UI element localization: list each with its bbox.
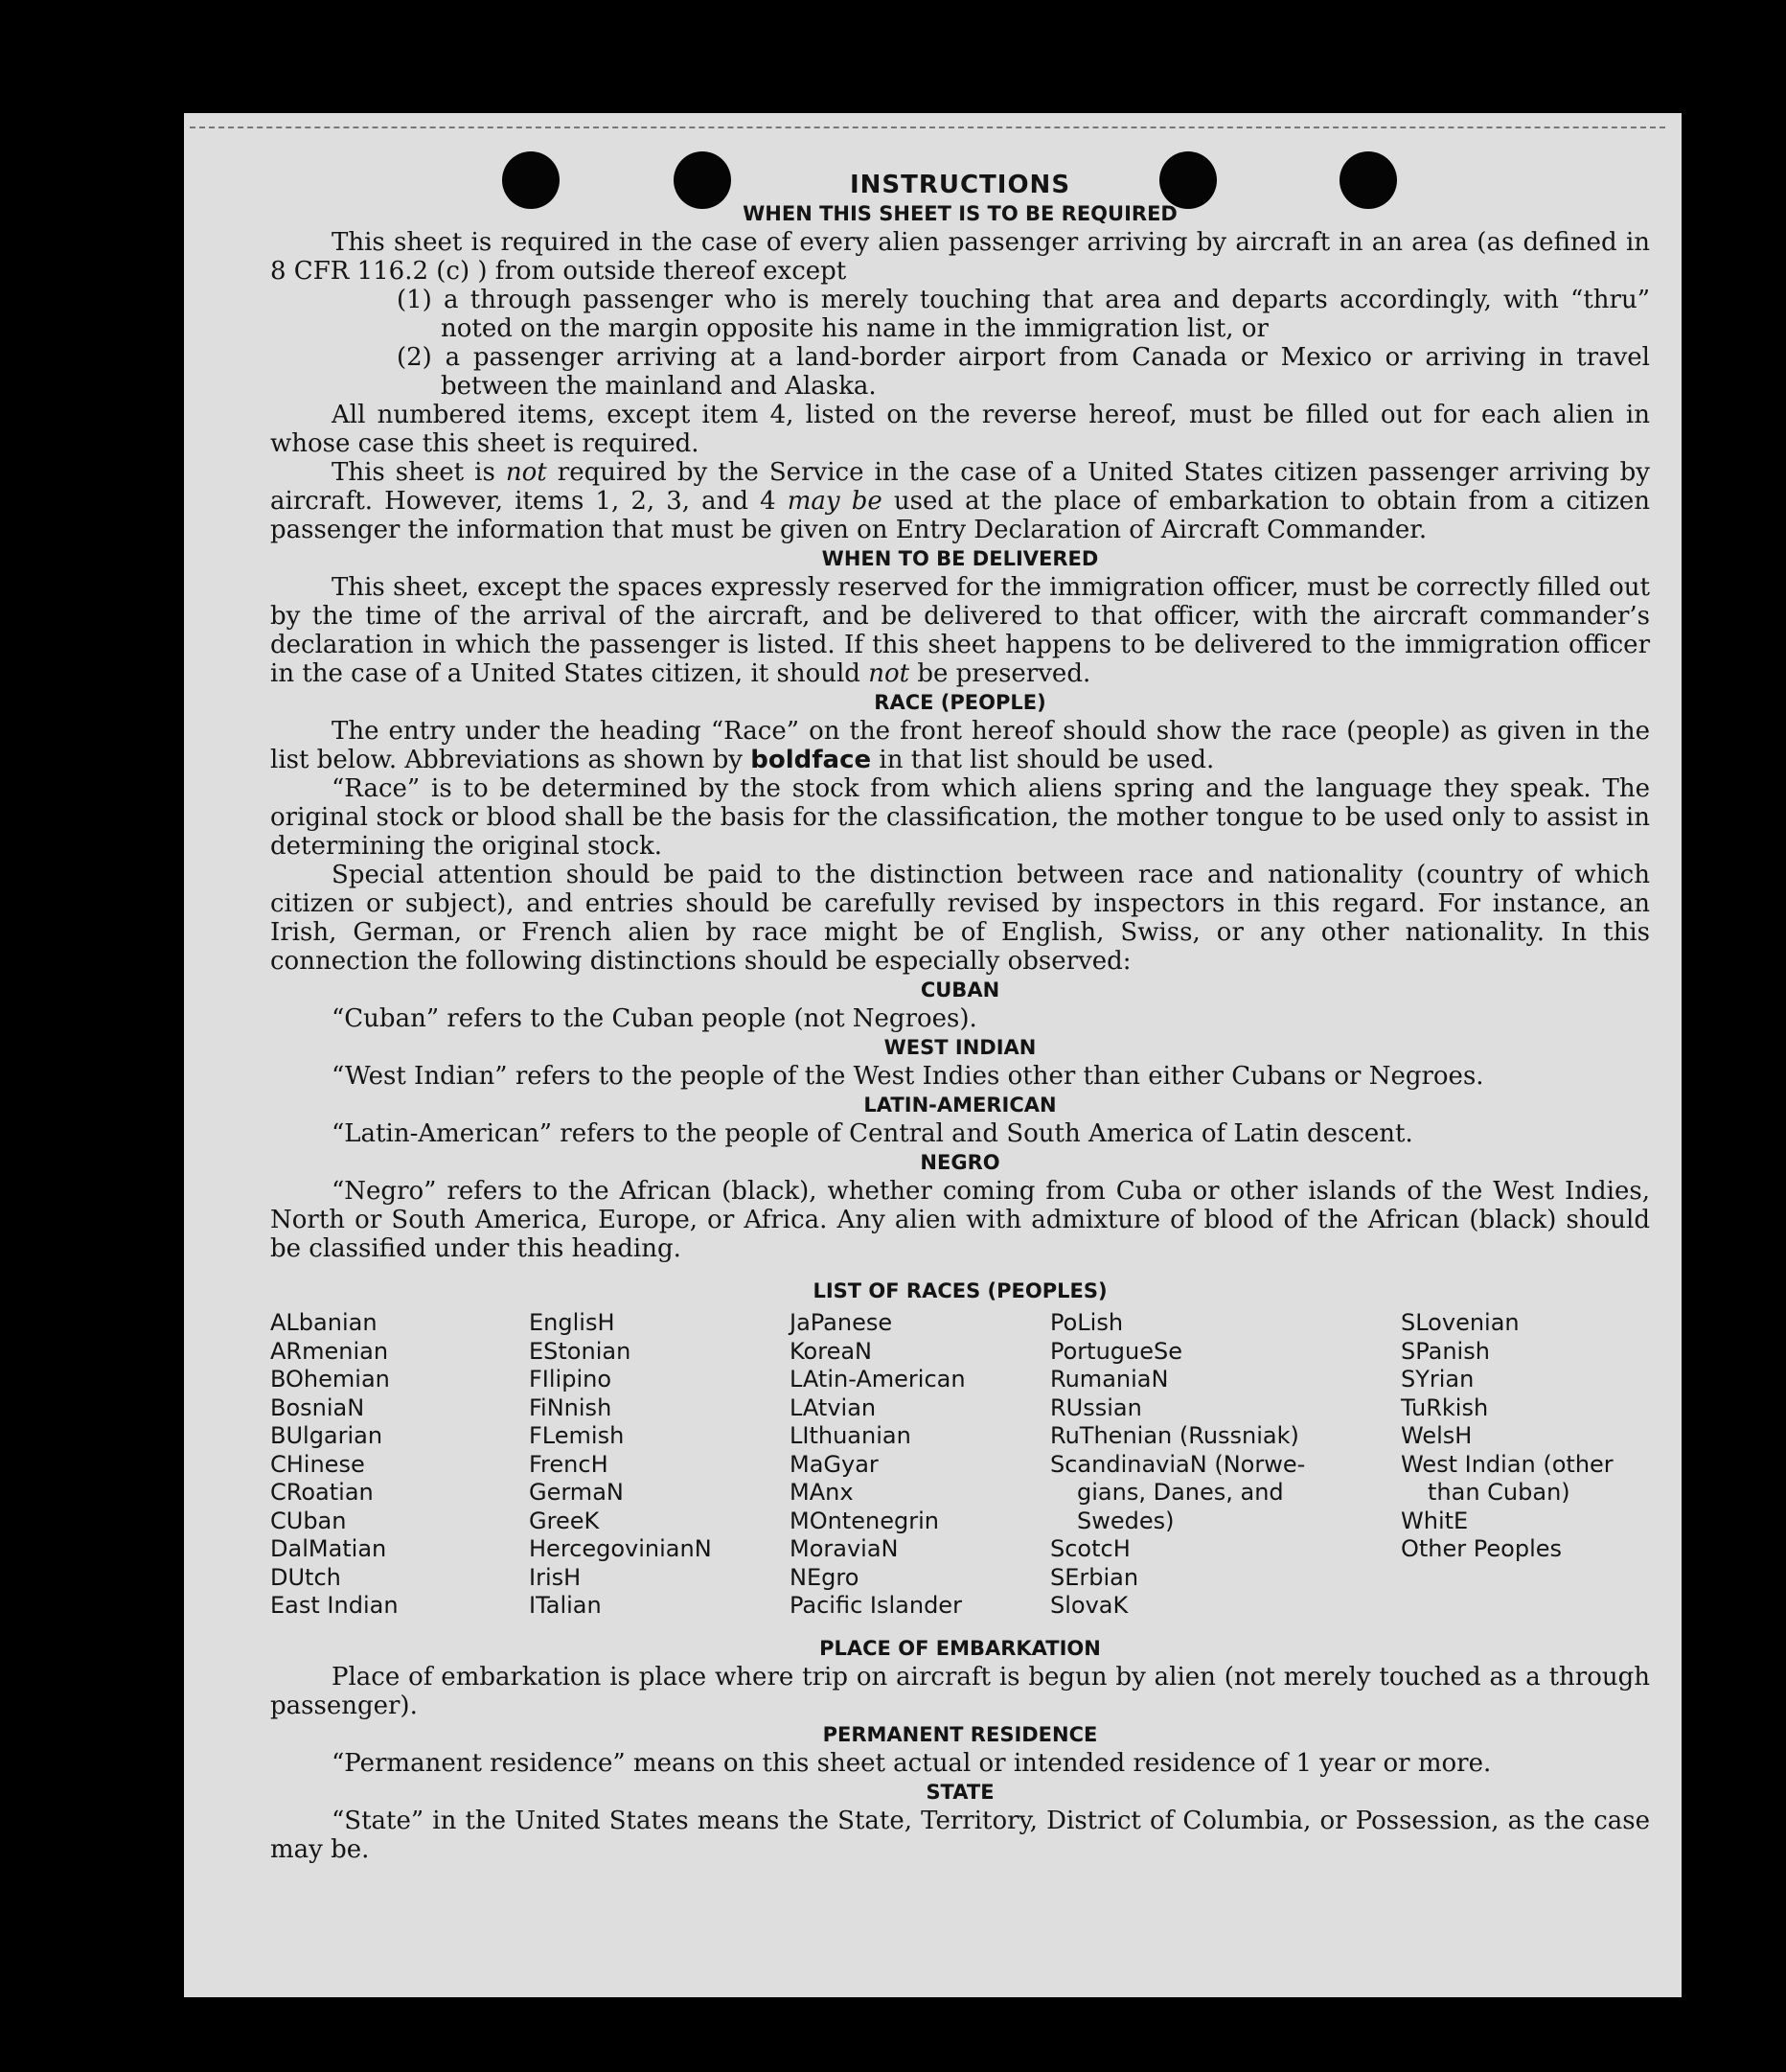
section-heading: CUBAN [920, 978, 1000, 1001]
race-list [270, 1309, 1650, 1621]
race-item: PoLish [1050, 1309, 1124, 1336]
race-item: BosniaN [270, 1393, 365, 1421]
race-item: BOhemian [270, 1366, 390, 1393]
race-item: GermaN [529, 1479, 624, 1506]
race-item: PortugueSe [1050, 1337, 1182, 1365]
race-item: East Indian [270, 1592, 399, 1619]
race-item: TuRkish [1401, 1393, 1489, 1421]
paragraph: “West Indian” refers to the people of the West Indies other than either Cubans or Negroes. [332, 1062, 1484, 1091]
race-column [1401, 1309, 1648, 1621]
section-heading: NEGRO [920, 1151, 1000, 1174]
race-item: ScandinaviaN (Norwe- [1050, 1450, 1306, 1478]
race-item: WelsH [1401, 1422, 1473, 1449]
paragraph: Special attention should be paid to the distinction between race and nationality (country of which citizen or subject), and entries should be carefully revised by inspectors in this regard. For instance, an Irish, German, or French alien by race might be of English, Swiss, or any other nationality. In this connection the following distinctions should be especially observed: [270, 861, 1650, 976]
race-item: MOntenegrin [790, 1507, 939, 1534]
race-item: ARmenian [270, 1337, 389, 1365]
race-column [529, 1309, 790, 1621]
paragraph: “Cuban” refers to the Cuban people (not Negroes). [332, 1004, 977, 1033]
race-item: Pacific Islander [790, 1592, 962, 1619]
race-item: than Cuban) [1428, 1479, 1570, 1506]
paragraph: “State” in the United States means the State, Territory, District of Columbia, or Possession, as the case may be. [270, 1806, 1650, 1864]
section-heading: PLACE OF EMBARKATION [819, 1636, 1101, 1660]
race-item: FiNnish [529, 1393, 612, 1421]
race-item: FLemish [529, 1422, 625, 1449]
list-item: (1) a through passenger who is merely touching that area and departs accordingly, with “thru” noted on the margin opposite his name in the immigration list, or [397, 286, 1650, 343]
section-heading: STATE [926, 1780, 995, 1804]
race-item: DalMatian [270, 1535, 387, 1562]
paragraph: All numbered items, except item 4, listed on the reverse hereof, must be filled out for each alien in whose case this sheet is required. [270, 401, 1650, 458]
paragraph: Place of embarkation is place where trip on aircraft is begun by alien (not merely touched as a through passenger). [270, 1662, 1650, 1720]
race-item: LAtin-American [790, 1366, 966, 1393]
race-item: MoraviaN [790, 1535, 899, 1562]
race-item: SYrian [1401, 1366, 1475, 1393]
race-item: RUssian [1050, 1393, 1142, 1421]
race-item: CUban [270, 1507, 347, 1534]
list-item: (2) a passenger arriving at a land-border airport from Canada or Mexico or arriving in travel between the mainland and Alaska. [397, 343, 1650, 401]
section-heading: RACE (PEOPLE) [874, 691, 1046, 714]
race-item: KoreaN [790, 1337, 872, 1365]
race-item: ScotcH [1050, 1535, 1131, 1562]
paragraph: “Race” is to be determined by the stock from which aliens spring and the language they speak. The original stock or blood shall be the basis for the classification, the mother tongue to be used only to assist in determining the original stock. [270, 774, 1650, 861]
race-item: SlovaK [1050, 1592, 1129, 1619]
document-sheet [184, 113, 1682, 1997]
race-item: CHinese [270, 1450, 365, 1478]
race-item: EStonian [529, 1337, 631, 1365]
race-item: GreeK [529, 1507, 600, 1534]
paragraph: This sheet, except the spaces expressly reserved for the immigration officer, must be correctly filled out by the time of the arrival of the aircraft, and be delivered to that officer, with the aircraft commander’s declaration in which the passenger is listed. If this sheet happens to be delivered to the immigration officer in the case of a United States citizen, it should not be preserved. [270, 573, 1650, 688]
race-item: SPanish [1401, 1337, 1490, 1365]
race-item: BUlgarian [270, 1422, 383, 1449]
race-item: Other Peoples [1401, 1535, 1563, 1562]
race-column [1050, 1309, 1401, 1621]
instructions-text [270, 171, 1650, 1864]
section-heading: WEST INDIAN [883, 1036, 1037, 1059]
race-item: MAnx [790, 1479, 854, 1506]
race-item: IrisH [529, 1563, 582, 1591]
race-item: HercegovinianN [529, 1535, 712, 1562]
race-item: ALbanian [270, 1309, 378, 1336]
paragraph: “Latin-American” refers to the people of Central and South America of Latin descent. [332, 1119, 1413, 1148]
section-heading: WHEN TO BE DELIVERED [821, 547, 1099, 570]
race-item: JaPanese [790, 1309, 893, 1336]
perforation-line [190, 127, 1665, 128]
race-column [270, 1309, 529, 1621]
section-heading: LATIN-AMERICAN [863, 1094, 1057, 1117]
race-item: LIthuanian [790, 1422, 911, 1449]
race-item: LAtvian [790, 1393, 877, 1421]
paragraph: This sheet is required in the case of every alien passenger arriving by aircraft in an area (as defined in 8 CFR 116.2 (c) ) from outside thereof except [270, 228, 1650, 286]
race-item: West Indian (other [1401, 1450, 1614, 1478]
race-item: MaGyar [790, 1450, 879, 1478]
race-item: DUtch [270, 1563, 341, 1591]
section-heading: PERMANENT RESIDENCE [822, 1722, 1098, 1746]
race-item: SLovenian [1401, 1309, 1520, 1336]
race-item: EnglisH [529, 1309, 615, 1336]
race-item: RumaniaN [1050, 1366, 1169, 1393]
race-item: FrencH [529, 1450, 608, 1478]
race-item: NEgro [790, 1563, 859, 1591]
paragraph: The entry under the heading “Race” on the front hereof should show the race (people) as given in the list below. Abbreviations as shown by boldface in that list should be used. [270, 717, 1650, 774]
page-title: INSTRUCTIONS [849, 171, 1071, 199]
race-column [790, 1309, 1050, 1621]
race-item: gians, Danes, and [1077, 1479, 1284, 1506]
race-item: WhitE [1401, 1507, 1469, 1534]
race-item: SErbian [1050, 1563, 1139, 1591]
section-heading: WHEN THIS SHEET IS TO BE REQUIRED [743, 202, 1178, 225]
section-heading: LIST OF RACES (PEOPLES) [813, 1279, 1108, 1302]
race-item: ITalian [529, 1592, 602, 1619]
paragraph: This sheet is not required by the Service in the case of a United States citizen passenger arriving by aircraft. However, items 1, 2, 3, and 4 may be used at the place of embarkation to obtain from a citizen passenger the information that must be given on Entry Declaration of Aircraft Commander. [270, 458, 1651, 544]
paragraph: “Negro” refers to the African (black), whether coming from Cuba or other islands of the West Indies, North or South America, Europe, or Africa. Any alien with admixture of blood of the African (black) should be classified under this heading. [270, 1177, 1650, 1263]
race-item: FIlipino [529, 1366, 612, 1393]
race-item: CRoatian [270, 1479, 374, 1506]
race-item: RuThenian (Russniak) [1050, 1422, 1299, 1449]
race-item: Swedes) [1077, 1507, 1175, 1534]
paragraph: “Permanent residence” means on this sheet actual or intended residence of 1 year or more. [332, 1748, 1492, 1778]
